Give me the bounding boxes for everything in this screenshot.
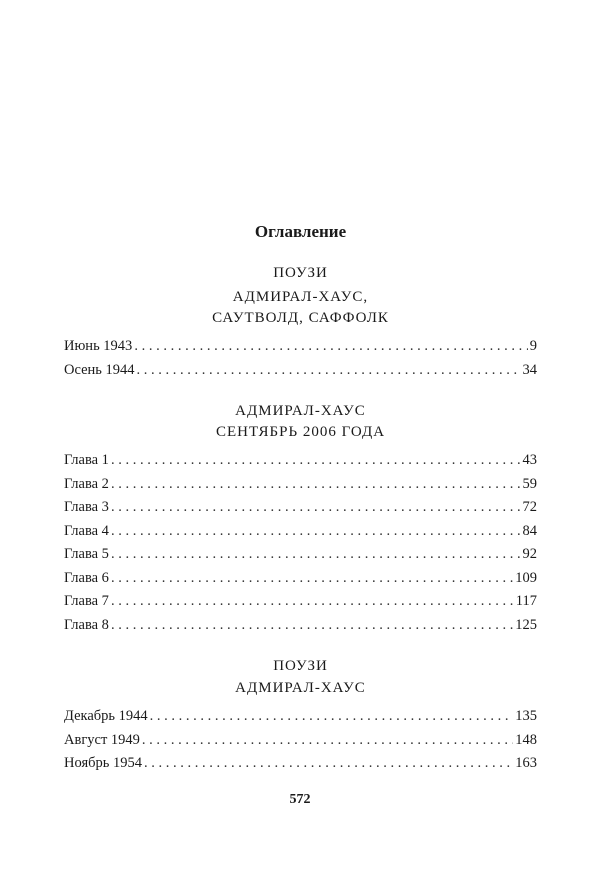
toc-entry[interactable] (64, 543, 537, 567)
entry-page: 125 (515, 616, 537, 633)
entry-page: 9 (529, 338, 537, 354)
entry-page: 148 (515, 731, 537, 748)
section-1-entries (64, 335, 537, 382)
toc-entry[interactable] (64, 335, 537, 359)
entry-label: Глава 2 (64, 475, 109, 492)
dot-leader (111, 496, 521, 520)
section-1-heading-line-3: САУТВОЛД, САФФОЛК (212, 310, 389, 326)
page-number: 572 (289, 792, 311, 807)
entry-page: 43 (522, 452, 537, 468)
dot-leader (111, 449, 521, 473)
section-2-heading-line-2: СЕНТЯБРЬ 2006 ГОДА (215, 424, 386, 440)
entry-label: Глава 7 (64, 593, 109, 609)
entry-label: Ноябрь 1954 (64, 755, 142, 771)
section-1-heading-line-2: АДМИРАЛ-ХАУС, (232, 289, 369, 305)
section-1-heading-line-1: ПОУЗИ (273, 265, 328, 281)
dot-leader (150, 705, 514, 729)
section-3-heading-line-1: ПОУЗИ (273, 658, 328, 674)
toc-entry[interactable] (64, 359, 537, 383)
toc-entry[interactable] (64, 520, 537, 544)
entry-page: 92 (522, 546, 537, 562)
dot-leader (134, 335, 527, 359)
entry-page: 72 (522, 499, 537, 515)
toc-entry[interactable] (64, 473, 537, 497)
entry-label: Декабрь 1944 (64, 708, 148, 724)
dot-leader (111, 590, 514, 614)
dot-leader (144, 752, 513, 776)
entry-page: 59 (522, 475, 537, 492)
entry-label: Глава 4 (64, 522, 109, 539)
dot-leader (111, 473, 521, 497)
entry-label: Глава 5 (64, 546, 109, 562)
toc-entry[interactable] (64, 496, 537, 520)
dot-leader (111, 543, 521, 567)
dot-leader (111, 567, 513, 591)
section-3-entries (64, 705, 537, 776)
entry-page: 109 (515, 569, 537, 586)
toc-entry[interactable] (64, 590, 537, 614)
section-3-heading-line-2: АДМИРАЛ-ХАУС (235, 680, 366, 696)
toc-entry[interactable] (64, 729, 537, 753)
entry-page: 84 (522, 522, 537, 539)
entry-page: 163 (515, 755, 537, 771)
entry-label: Глава 1 (64, 452, 109, 468)
dot-leader (142, 729, 513, 753)
entry-label: Август 1949 (64, 731, 140, 748)
entry-label: Глава 8 (64, 616, 109, 633)
section-2-heading-line-1: АДМИРАЛ-ХАУС (235, 403, 366, 419)
entry-label: Глава 3 (64, 499, 109, 515)
dot-leader (111, 614, 513, 638)
dot-leader (137, 359, 521, 383)
toc-entry[interactable] (64, 614, 537, 638)
toc-entry[interactable] (64, 449, 537, 473)
entry-page: 135 (515, 708, 537, 724)
dot-leader (111, 520, 521, 544)
toc-entry[interactable] (64, 567, 537, 591)
entry-page: 117 (515, 593, 537, 609)
toc-title: Оглавление (254, 222, 347, 241)
entry-label: Осень 1944 (64, 361, 135, 378)
entry-label: Глава 6 (64, 569, 109, 586)
section-2-entries (64, 449, 537, 637)
toc-entry[interactable] (64, 705, 537, 729)
entry-page: 34 (522, 361, 537, 378)
toc-entry[interactable] (64, 752, 537, 776)
entry-label: Июнь 1943 (64, 338, 133, 354)
